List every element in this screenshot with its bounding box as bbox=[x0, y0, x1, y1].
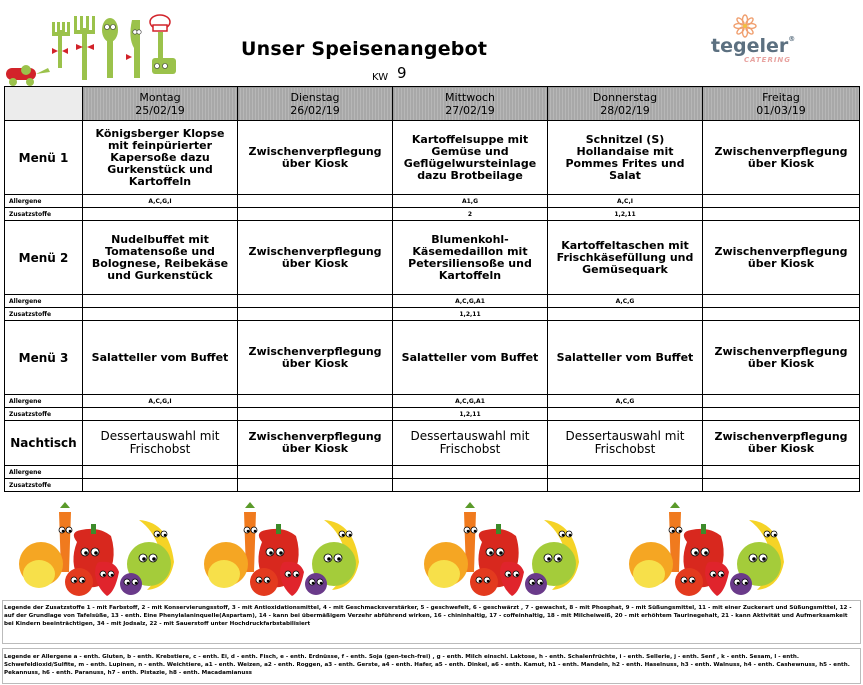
zusatzstoffe-label: Zusatzstoffe bbox=[5, 408, 83, 421]
allergene-label: Allergene bbox=[5, 466, 83, 479]
day-header: Montag 25/02/19 bbox=[83, 87, 238, 121]
dish-cell: Schnitzel (S) Hollandaise mit Pommes Frites und Salat bbox=[548, 121, 703, 195]
menu-label: Menü 2 bbox=[5, 221, 83, 295]
allergene-row bbox=[5, 466, 860, 479]
zusatzstoffe-cell bbox=[703, 408, 860, 421]
zusatzstoffe-label: Zusatzstoffe bbox=[5, 308, 83, 321]
zusatzstoffe-cell bbox=[83, 308, 238, 321]
header-corner bbox=[5, 87, 83, 121]
zusatzstoffe-cell bbox=[703, 479, 860, 492]
allergene-cell bbox=[548, 466, 703, 479]
allergene-cell bbox=[703, 466, 860, 479]
dish-cell: Zwischenverpflegung über Kiosk bbox=[703, 321, 860, 395]
allergene-row bbox=[5, 395, 860, 408]
day-header: Mittwoch 27/02/19 bbox=[393, 87, 548, 121]
dish-cell: Zwischenverpflegung über Kiosk bbox=[703, 121, 860, 195]
menu-label: Menü 1 bbox=[5, 121, 83, 195]
allergene-cell: A,C,G bbox=[548, 295, 703, 308]
zusatzstoffe-cell: 2 bbox=[393, 208, 548, 221]
zusatzstoffe-cell: 1,2,11 bbox=[393, 308, 548, 321]
zusatzstoffe-cell bbox=[548, 408, 703, 421]
dish-cell: Königsberger Klopse mit feinpürierter Kapersoße dazu Gurkenstück und Kartoffeln bbox=[83, 121, 238, 195]
allergene-cell: A,C,G,A1 bbox=[393, 395, 548, 408]
dish-cell: Dessertauswahl mit Frischobst bbox=[548, 421, 703, 466]
dish-cell: Nudelbuffet mit Tomatensoße und Bolognese, Reibekäse und Gurkenstück bbox=[83, 221, 238, 295]
allergene-cell bbox=[238, 395, 393, 408]
zusatzstoffe-cell bbox=[548, 308, 703, 321]
dish-cell: Zwischenverpflegung über Kiosk bbox=[238, 121, 393, 195]
allergene-row bbox=[5, 295, 860, 308]
zusatzstoffe-row bbox=[5, 208, 860, 221]
zusatzstoffe-cell bbox=[548, 479, 703, 492]
zusatzstoffe-cell: 1,2,11 bbox=[548, 208, 703, 221]
menu-label: Nachtisch bbox=[5, 421, 83, 466]
dish-cell: Kartoffelsuppe mit Gemüse und Geflügelwursteinlage dazu Brotbeilage bbox=[393, 121, 548, 195]
allergene-cell bbox=[703, 295, 860, 308]
zusatzstoffe-cell bbox=[238, 208, 393, 221]
zusatzstoffe-cell bbox=[238, 308, 393, 321]
day-header: Donnerstag 28/02/19 bbox=[548, 87, 703, 121]
zusatzstoffe-row bbox=[5, 308, 860, 321]
day-header: Dienstag 26/02/19 bbox=[238, 87, 393, 121]
dish-cell: Blumenkohl-Käsemedaillon mit Petersiliensoße und Kartoffeln bbox=[393, 221, 548, 295]
allergene-cell: A,C,G,I bbox=[83, 195, 238, 208]
dish-cell: Salatteller vom Buffet bbox=[83, 321, 238, 395]
dish-cell: Zwischenverpflegung über Kiosk bbox=[238, 421, 393, 466]
allergene-cell: A1,G bbox=[393, 195, 548, 208]
menu-row bbox=[5, 421, 860, 466]
menu-table bbox=[4, 86, 860, 492]
zusatzstoffe-row bbox=[5, 479, 860, 492]
dish-cell: Dessertauswahl mit Frischobst bbox=[393, 421, 548, 466]
allergene-cell bbox=[238, 466, 393, 479]
fruit-illustration bbox=[4, 500, 859, 598]
allergene-label: Allergene bbox=[5, 195, 83, 208]
allergene-cell bbox=[238, 195, 393, 208]
zusatzstoffe-cell bbox=[83, 479, 238, 492]
zusatzstoffe-cell bbox=[393, 479, 548, 492]
dish-cell: Salatteller vom Buffet bbox=[393, 321, 548, 395]
brand-subtitle: CATERING bbox=[744, 56, 792, 64]
menu-row bbox=[5, 221, 860, 295]
allergene-cell: A,C,G,A1 bbox=[393, 295, 548, 308]
allergene-label: Allergene bbox=[5, 295, 83, 308]
kw-number: 9 bbox=[397, 64, 407, 82]
dish-cell: Kartoffeltaschen mit Frischkäsefüllung und Gemüsequark bbox=[548, 221, 703, 295]
menu-row bbox=[5, 321, 860, 395]
kw-label: KW bbox=[372, 72, 389, 83]
legend-zusatzstoffe: Legende der Zusatzstoffe 1 - mit Farbstoff, 2 - mit Konservierungsstoff, 3 - mit Antioxidationsmittel, 4 - mit Geschmacksverstärker, 5 - geschwefelt, 6 - geschwärzt , 7 - gewachst, 8 - mit Phosphat, 9 - mit Süßungsmittel, 11 - mit einer Zuckerart und Süßungsmittel, 12 - auf der Grundlage von Tafelsüße, 13 - enth. Eine Phenylalaninquelle(Aspartam), 14 - kann bei übermäßigem Verzehr abführend wirken, 16 - chininhaltig, 17 - coffeinhaltig, 18 - mit Milcheiweiß, 20 - mit erhöhtem Taurinegehalt, 21 - kann Aktivität und Aufmerksamkeit bei Kindern beeinträchtigen, 34 - mit Jodsalz, 22 - mit Sauerstoff unter Hochdruckfarbstabilisiert bbox=[4, 605, 852, 627]
dish-cell: Zwischenverpflegung über Kiosk bbox=[703, 421, 860, 466]
allergene-row bbox=[5, 195, 860, 208]
allergene-cell bbox=[703, 195, 860, 208]
dish-cell: Dessertauswahl mit Frischobst bbox=[83, 421, 238, 466]
zusatzstoffe-label: Zusatzstoffe bbox=[5, 208, 83, 221]
zusatzstoffe-cell bbox=[703, 208, 860, 221]
allergene-cell: A,C,G bbox=[548, 395, 703, 408]
menu-row bbox=[5, 121, 860, 195]
zusatzstoffe-cell bbox=[238, 479, 393, 492]
allergene-cell: A,C,G,I bbox=[83, 395, 238, 408]
zusatzstoffe-cell bbox=[238, 408, 393, 421]
day-header: Freitag 01/03/19 bbox=[703, 87, 860, 121]
zusatzstoffe-cell bbox=[83, 208, 238, 221]
dish-cell: Zwischenverpflegung über Kiosk bbox=[238, 321, 393, 395]
brand-name: tegeler® bbox=[711, 35, 796, 57]
allergene-cell bbox=[83, 466, 238, 479]
cutlery-logo bbox=[0, 8, 200, 88]
day-header-row bbox=[5, 87, 860, 121]
allergene-cell: A,C,I bbox=[548, 195, 703, 208]
zusatzstoffe-cell bbox=[703, 308, 860, 321]
dish-cell: Salatteller vom Buffet bbox=[548, 321, 703, 395]
allergene-cell bbox=[393, 466, 548, 479]
dish-cell: Zwischenverpflegung über Kiosk bbox=[238, 221, 393, 295]
allergene-label: Allergene bbox=[5, 395, 83, 408]
allergene-cell bbox=[703, 395, 860, 408]
page-title: Unser Speisenangebot bbox=[241, 38, 488, 60]
zusatzstoffe-cell bbox=[83, 408, 238, 421]
zusatzstoffe-label: Zusatzstoffe bbox=[5, 479, 83, 492]
allergene-cell bbox=[83, 295, 238, 308]
menu-label: Menü 3 bbox=[5, 321, 83, 395]
zusatzstoffe-cell: 1,2,11 bbox=[393, 408, 548, 421]
allergene-cell bbox=[238, 295, 393, 308]
zusatzstoffe-row bbox=[5, 408, 860, 421]
dish-cell: Zwischenverpflegung über Kiosk bbox=[703, 221, 860, 295]
legend-allergene: Legende er Allergene a - enth. Gluten, b - enth. Krebstiere, c - enth. Ei, d - enth. Fisch, e - enth. Erdnüsse, f - enth. Soja (gen-tech-frei) , g - enth. Milch einschl. Laktose, h - enth. Schalenfrüchte, i - enth. Sellerie, j - enth. Senf , k - enth. Sesam, l - enth. Schwefeldioxid/Sulfite, m - enth. Lupinen, n - enth. Weichtiere, a1 - enth. Weizen, a2 - enth. Roggen, a3 - enth. Gerste, a4 - enth. Hafer, a5 - enth. Dinkel, a6 - enth. Kamut, h1 - enth. Mandeln, h2 - enth. Haselnuss, h3 - enth. Walnuss, h4 - enth. Cashewnuss, h5 - enth. Pekannuss, h6 - enth. Paranuss, h7 - enth. Pistazie, h8 - enth. Macadamianuss bbox=[4, 654, 850, 676]
